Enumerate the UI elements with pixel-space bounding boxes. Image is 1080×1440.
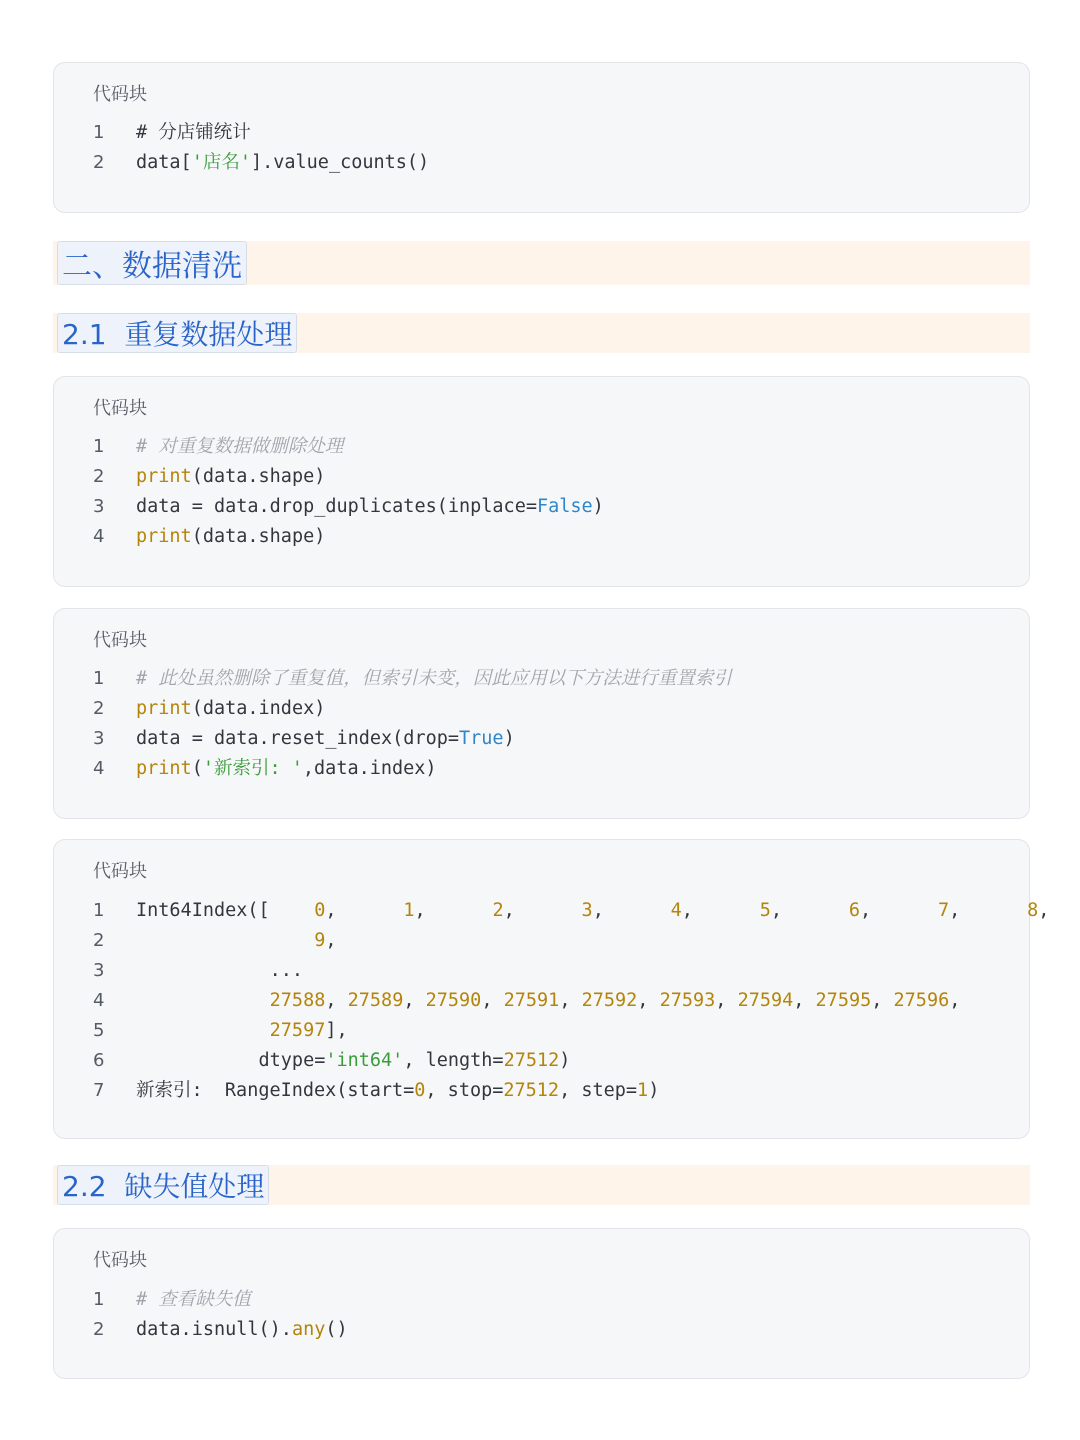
line-number: 1 (93, 668, 105, 689)
code-text (136, 1076, 659, 1106)
code-token: ], (325, 1020, 348, 1041)
section-heading-band (53, 241, 1030, 285)
code-comment: # 对重复数据做删除处理 (136, 436, 344, 457)
code-token: ,data.index) (302, 758, 437, 779)
code-number: 27589 (347, 990, 404, 1011)
code-token: , (793, 990, 816, 1011)
code-block-store-stats (53, 62, 1030, 213)
code-token: , (592, 900, 671, 921)
code-token (136, 1020, 270, 1041)
code-string: 'int64' (325, 1050, 404, 1071)
code-text (136, 986, 960, 1016)
code-number: 9 (314, 930, 326, 951)
code-line (54, 1016, 1029, 1046)
code-line (54, 664, 1029, 694)
code-token: , (503, 900, 582, 921)
code-line (54, 1285, 1029, 1315)
subsection-heading-duplicates: 2.1 重复数据处理 (57, 313, 297, 353)
code-token: ... (136, 960, 304, 981)
line-number: 3 (93, 960, 105, 981)
code-text (136, 462, 325, 492)
code-block-label: 代码块 (93, 1250, 147, 1271)
code-number: 3 (581, 900, 593, 921)
code-keyword: any (291, 1319, 326, 1340)
code-token: (data.index) (191, 698, 326, 719)
code-text (136, 754, 437, 784)
code-token: ) (559, 1050, 571, 1071)
code-token: , (481, 990, 504, 1011)
code-text (136, 522, 325, 552)
line-number: 4 (93, 990, 105, 1011)
subsection-heading-missing-values: 2.2 缺失值处理 (57, 1165, 269, 1205)
code-line (54, 926, 1029, 956)
code-comment: # 此处虽然删除了重复值，但索引未变，因此应用以下方法进行重置索引 (136, 668, 732, 689)
code-token: Int64Index([ (136, 900, 315, 921)
code-number: 27591 (503, 990, 560, 1011)
code-token: ].value_counts() (250, 152, 430, 173)
code-text (136, 896, 1049, 926)
line-number: 4 (93, 526, 105, 547)
code-token: data = data.drop_duplicates(inplace= (136, 496, 537, 517)
code-number: 0 (414, 1080, 426, 1101)
code-number: 27592 (581, 990, 638, 1011)
code-text (136, 432, 343, 462)
code-token: , (414, 900, 493, 921)
code-text (136, 1315, 348, 1345)
code-boolean: False (536, 496, 593, 517)
code-token: 新索引: RangeIndex(start= (136, 1080, 415, 1101)
code-text (136, 492, 604, 522)
line-number: 2 (93, 466, 105, 487)
code-line (54, 462, 1029, 492)
code-number: 27596 (893, 990, 950, 1011)
code-token: ) (648, 1080, 660, 1101)
code-lines (54, 432, 1029, 552)
code-token: , (770, 900, 849, 921)
code-text (136, 148, 429, 178)
code-text (136, 926, 337, 956)
code-line (54, 896, 1050, 926)
line-number: 3 (93, 728, 105, 749)
line-number: 2 (93, 930, 105, 951)
code-lines (54, 896, 1050, 1106)
code-token: , (559, 990, 582, 1011)
code-token: , step= (559, 1080, 638, 1101)
code-number: 27512 (503, 1080, 560, 1101)
code-keyword: print (136, 466, 192, 487)
line-number: 7 (93, 1080, 105, 1101)
code-line (54, 724, 1029, 754)
code-token: , (949, 990, 961, 1011)
code-number: 6 (848, 900, 861, 921)
code-token: data = data.reset_index(drop= (136, 728, 460, 749)
code-token: data.isnull(). (136, 1319, 292, 1340)
line-number: 2 (93, 152, 105, 173)
line-number: 5 (93, 1020, 105, 1041)
code-token: ) (592, 496, 604, 517)
code-line (54, 986, 1029, 1016)
code-token: , (681, 900, 760, 921)
code-token: (data.shape) (191, 526, 326, 547)
code-string: '新索引: ' (202, 758, 303, 779)
code-token: ) (503, 728, 515, 749)
code-lines (54, 1285, 1029, 1345)
code-keyword: print (136, 758, 192, 779)
code-number: 27590 (425, 990, 482, 1011)
code-text (136, 724, 515, 754)
code-number: 0 (314, 900, 326, 921)
code-lines (54, 118, 1029, 178)
code-number: 4 (670, 900, 682, 921)
code-number: 7 (937, 900, 950, 921)
code-token: , (325, 930, 337, 951)
code-text (136, 664, 732, 694)
code-block-label: 代码块 (93, 630, 147, 651)
code-token: , length= (403, 1050, 504, 1071)
code-number: 27594 (737, 990, 794, 1011)
code-block-isnull (53, 1228, 1030, 1379)
code-block-index-output (53, 839, 1050, 1139)
line-number: 2 (93, 698, 105, 719)
code-text (136, 1016, 348, 1046)
code-token: ( (191, 758, 203, 779)
line-number: 1 (93, 122, 105, 143)
code-line (54, 1076, 1029, 1106)
code-block-label: 代码块 (93, 84, 147, 105)
code-number: 27588 (269, 990, 326, 1011)
code-block-label: 代码块 (93, 398, 147, 419)
code-line (54, 694, 1029, 724)
code-boolean: True (459, 728, 504, 749)
line-number: 6 (93, 1050, 105, 1071)
code-line (54, 492, 1029, 522)
line-number: 1 (93, 900, 105, 921)
code-number: 27595 (815, 990, 872, 1011)
code-token (136, 930, 314, 951)
code-keyword: print (136, 698, 192, 719)
code-number: 1 (637, 1080, 649, 1101)
code-number: 5 (759, 900, 771, 921)
code-token: , (715, 990, 738, 1011)
subsection-heading-band (53, 1165, 1030, 1205)
code-keyword: print (136, 526, 192, 547)
section-heading-data-cleaning: 二、数据清洗 (57, 241, 247, 285)
line-number: 2 (93, 1319, 105, 1340)
code-line (54, 148, 1029, 178)
code-token: , (871, 990, 894, 1011)
code-token (136, 990, 270, 1011)
code-text (136, 118, 251, 148)
code-token: , (325, 900, 404, 921)
code-token: , (949, 900, 1028, 921)
code-string: '店名' (191, 152, 251, 173)
code-text (136, 956, 303, 986)
code-text (136, 1046, 570, 1076)
line-number: 3 (93, 496, 105, 517)
code-line (54, 1315, 1029, 1345)
code-number: 1 (403, 900, 415, 921)
code-text (136, 694, 325, 724)
code-token: # 分店铺统计 (136, 122, 251, 143)
line-number: 1 (93, 1289, 105, 1310)
code-line (54, 432, 1029, 462)
line-number: 1 (93, 436, 105, 457)
code-line (54, 956, 1029, 986)
code-token: , stop= (425, 1080, 504, 1101)
code-text (136, 1285, 251, 1315)
code-number: 27597 (269, 1020, 326, 1041)
code-number: 27593 (659, 990, 716, 1011)
code-token: , (1038, 900, 1050, 921)
code-token: dtype= (136, 1050, 326, 1071)
code-token: , (637, 990, 660, 1011)
code-line (54, 522, 1029, 552)
code-block-reset-index (53, 608, 1030, 819)
code-lines (54, 664, 1029, 784)
code-token: , (325, 990, 348, 1011)
code-block-label: 代码块 (93, 861, 147, 882)
code-token: (data.shape) (191, 466, 326, 487)
code-number: 8 (1027, 900, 1039, 921)
code-number: 2 (492, 900, 504, 921)
subsection-heading-band (53, 313, 1030, 353)
code-number: 27512 (503, 1050, 560, 1071)
code-line (54, 1046, 1029, 1076)
code-token: () (325, 1319, 348, 1340)
code-line (54, 754, 1029, 784)
code-block-drop-duplicates (53, 376, 1030, 587)
code-comment: # 查看缺失值 (136, 1289, 251, 1310)
code-token: , (860, 900, 938, 921)
line-number: 4 (93, 758, 105, 779)
code-token: , (403, 990, 426, 1011)
code-line (54, 118, 1029, 148)
code-token: data[ (136, 152, 192, 173)
